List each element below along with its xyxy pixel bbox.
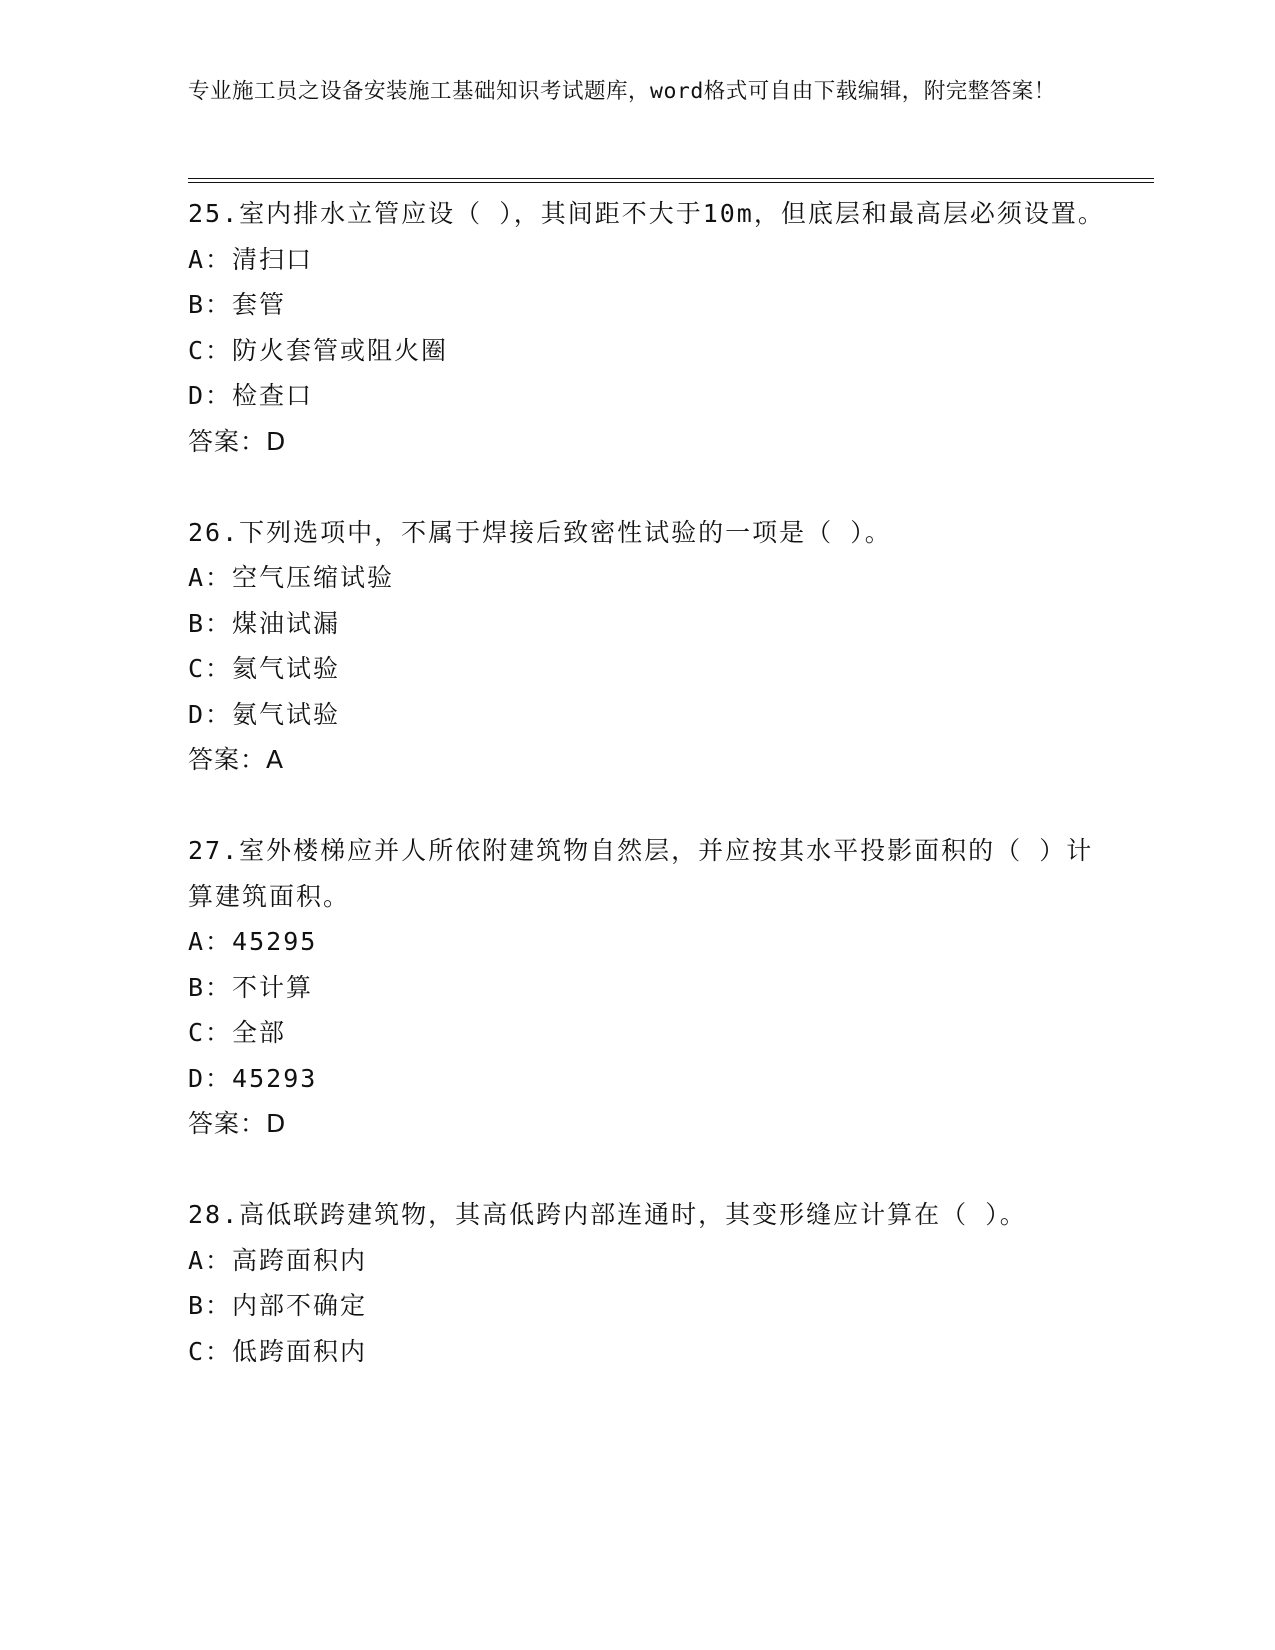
question-spacer xyxy=(188,464,1108,510)
option-d: D：45293 xyxy=(188,1063,318,1093)
option-c: C：防火套管或阻火圈 xyxy=(188,335,449,365)
question-spacer xyxy=(188,783,1108,829)
question-text: 26.下列选项中，不属于焊接后致密性试验的一项是（ ）。 xyxy=(188,517,892,547)
option-a: A：45295 xyxy=(188,927,318,956)
question-text: 27.室外楼梯应并人所依附建筑物自然层，并应按其水平投影面积的（ ）计算建筑面积。 xyxy=(188,836,1094,911)
option-b: B：内部不确定 xyxy=(188,1291,368,1320)
option-d: D：检查口 xyxy=(188,381,314,410)
question-block xyxy=(188,191,1108,464)
answer-line: 答案：D xyxy=(188,426,287,456)
answer-line: 答案：A xyxy=(188,745,285,774)
option-b: B：套管 xyxy=(188,290,287,319)
header-divider-secondary xyxy=(188,182,1154,183)
option-b: B：不计算 xyxy=(188,972,314,1002)
question-text: 28.高低联跨建筑物，其高低跨内部连通时，其变形缝应计算在（ ）。 xyxy=(188,1200,1027,1229)
question-list xyxy=(188,191,1108,1374)
header-divider xyxy=(188,178,1154,179)
option-c: C：低跨面积内 xyxy=(188,1336,368,1366)
answer-line: 答案：D xyxy=(188,1109,287,1138)
question-block xyxy=(188,828,1108,1147)
question-spacer xyxy=(188,1147,1108,1193)
option-b: B：煤油试漏 xyxy=(188,608,341,638)
option-a: A：清扫口 xyxy=(188,244,314,274)
option-c: C：全部 xyxy=(188,1018,287,1047)
question-block xyxy=(188,1192,1108,1374)
document-header: 专业施工员之设备安装施工基础知识考试题库，word格式可自由下载编辑，附完整答案！ xyxy=(188,79,1056,104)
option-a: A：高跨面积内 xyxy=(188,1245,368,1275)
option-a: A：空气压缩试验 xyxy=(188,563,395,592)
question-text: 25.室内排水立管应设（ ），其间距不大于10m，但底层和最高层必须设置。 xyxy=(188,199,1105,228)
option-d: D：氨气试验 xyxy=(188,699,341,729)
option-c: C：氦气试验 xyxy=(188,654,341,683)
question-block xyxy=(188,510,1108,783)
